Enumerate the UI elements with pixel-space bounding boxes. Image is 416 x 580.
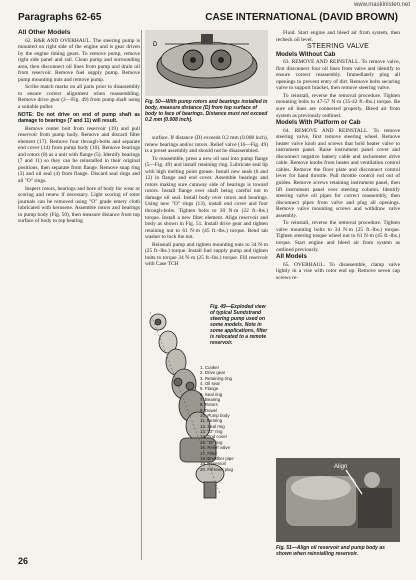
legend-item: 5. Flange <box>200 386 219 392</box>
paragraph-62: 62. R&R AND OVERHAUL. The steering pump is mounted on right side of the engine and is gear driven by the engine timing gears. To remove pump, remove right side panel and rail. Clean pump and surrounding area, then disconnect oil lines from pump and drain oil from reservoir. Remove fuel supply pump. Remove pump mounting nuts and remove pump. <box>18 37 140 83</box>
paragraph-64-b: To reinstall, reverse the removal procedure. Tighten valve mounting bolts to 34 N·m (25 ft.-lbs.) torque. Tighten steering tosque wheel nut to 61 N·m (45 ft.-lbs.) torque. Start engine and bleed air from system as outlined previously. <box>276 220 400 253</box>
watermark-url: www.maskinisten.net <box>353 2 410 8</box>
legend-item: 8. Rotors <box>200 402 218 408</box>
paragraph-63-b: To reinstall, reverse the removal procedure. Tighten mounting bolts to 47-57 N·m (35-42 ft.-lbs.) torque. Be sure oil lines are connected properly. Bleed air from system as previously outlined. <box>276 92 400 119</box>
column-1 <box>18 30 140 226</box>
legend-item: 9. Dowel <box>200 407 218 413</box>
paragraph-col2-c: Reinstall pump and tighten mounting nuts to 34 N·m (25 ft.-lbs.) torque. Install fuel supply pump and tighten bolts to torque 34 N·m (25 ft.-lbs.) torque. Fill reservoir with Case TCH <box>145 241 268 268</box>
legend-item: 20. Fill-level plug <box>200 466 233 472</box>
paragraph-65: 65. OVERHAUL. To disassemble, clamp valve lightly in a vise with rotor end up. Remove seven cap screws re- <box>276 261 400 281</box>
paragraph-col2-b: To reassemble, press a new oil seal into pump flange (5—Fig. 49) and install retaining ring. Lubricate seal lip with high melting point grease. Install new seals (6 and 12) in flange and end cover. Assemble bearings and rotors making sure cutaway side of bearings is toward rotors. Install flange over shaft being careful not to damage oil seal. Install body over rotors and bearings. Using new "O" rings (13), install end cover and four through-bolts. Tighten bolts to 30 N·m (22 ft.-lbs.) torque. Install a new filter element. Align reservoir and body as shown in Fig. 51. Install drive gear and tighten retaining nut to 61 N·m (45 ft.-lbs.) torque. Bend tab washer to lock the nut. <box>145 155 268 241</box>
section-heading-all-other-models: All Other Models <box>18 29 71 36</box>
legend-item: 13. "O" ring <box>200 429 223 435</box>
legend-item: 14. End cover <box>200 434 228 440</box>
paragraph-64: 64. REMOVE AND REINSTALL. To remove steering valve, first remove steering wheel. Remove heater valve knob and screws that hold heater valve to instrument panel. Raise instrument panel cover and disconnect negative battery cable and tachometer drive cable. Remove knobs from heater and ventilation control cables. Remove the floor plate and disconnect control lever for hand throttle. Pull throttle control rod out of guides. Remove screws retaining instrument panel, then lift instrument panel over steering column. Identify steering valve oil pipes for correct reassembly, then disconnect pipes from valve and plug all openings. Remove valve mounting screws and withdraw valve assembly. <box>276 127 400 219</box>
legend-item: 17. Filter <box>200 450 218 456</box>
paragraph-62-b: Scribe match marks on all parts prior to disassembly to ensure correct alignment when reassembling. Remove drive gear (2—Fig. 49) from pump shaft using a suitable puller. <box>18 84 140 111</box>
column-3 <box>276 30 400 282</box>
subheading-models-without-cab: Models Without Cab <box>276 50 336 58</box>
figure-50-caption: Fig. 50—With pump rotors and bearings installed in body, measure distance (D) from top surface of body to face of bearings. Distance must not exceed 0.2 mm (0.008 inch). <box>145 99 268 123</box>
legend-item: 1. Cooker <box>200 365 220 370</box>
paragraph-col3-a: Fluid. Start engine and bleed air from system, then recheck oil level. <box>276 30 400 43</box>
svg-text:D: D <box>153 42 158 48</box>
legend-item: 6. Seal ring <box>200 391 223 397</box>
figure-49-legend <box>200 365 270 472</box>
legend-item: 7. Bearing <box>200 397 221 403</box>
legend-item: 4. Oil seal <box>200 381 220 387</box>
figure-50-illustration <box>145 30 268 96</box>
subheading-all-models: All Models <box>276 253 307 261</box>
note: NOTE: Do not drive on end of pump shaft as damage to bearings (7 and 11) will result. <box>18 111 140 125</box>
legend-item: 2. Drive gear <box>200 370 226 376</box>
paragraph-62-c: Remove center bolt from reservoir (19) and pull reservoir from pump body. Remove and discard filter element (17). Remove four through-bolts and separate end cover (14) from pump body (10). Remove bearings and rotors (8) as a unit with flange (5). Identify bearings (7 and 11) so they can be reinstalled in their original positions, then separate from flange. Remove snap ring (3) and oil seal (4) from flange. Discard seal rings and all "O" rings. <box>18 125 140 185</box>
page-number: 26 <box>18 556 29 566</box>
paragraph-63: 63. REMOVE AND REINSTALL. To remove valve, first disconnect four oil lines from valve and identify to ensure correct reassembly. Immediately plug all openings to prevent entry of dirt. Remove bolts securing valve to support bracket, then remove steering valve. <box>276 59 400 92</box>
column-2 <box>145 135 268 269</box>
page-header-left: Paragraphs 62-65 <box>18 12 102 23</box>
page-header-right: CASE INTERNATIONAL (DAVID BROWN) <box>205 12 398 23</box>
legend-item: 12. Seal ring <box>200 423 225 429</box>
legend-item: 18. Breather pipe <box>200 455 234 461</box>
legend-item: 3. Retaining ring <box>200 375 232 381</box>
paragraph-62-d: Inspect rotors, bearings and bore of body for wear or scoring and renew if necessary. Light scoring of rotor journals can be removed using "O" grade emery cloth lubricated with kerosene. Assemble rotors and bearings in pump body (Fig. 50), then measure distance from top surface of body to top bearing <box>18 185 140 225</box>
section-heading-steering-valve: STEERING VALVE <box>306 43 370 51</box>
subheading-platform-or-cab: Models With Platform or Cab <box>276 119 361 127</box>
figure-51-align-label: Align <box>334 464 348 470</box>
figure-51-caption: Fig. 51—Align oil reservoir and pump body as shown when reinstalling reservoir. <box>276 545 385 557</box>
figure-49-caption: Fig. 49—Exploded view of typical Sundstrand steering pump used on some models. Note in some applications, filter is relocated to a remote reservoir. <box>210 304 268 346</box>
legend-item: 15. "O" ring <box>200 439 223 445</box>
paragraph-col2-a: surface. If distance (D) exceeds 0.2 mm (0.008 inch), renew bearings and/or rotors. Relief valve (16—Fig. 49) is a preset assembly and should not be disassembled. <box>145 135 268 155</box>
legend-item: 10. Pump body <box>200 413 230 419</box>
legend-item: 11. Bearing <box>200 418 223 424</box>
legend-item: 16. Relief valve <box>200 445 231 451</box>
figure-51-photo <box>276 458 400 542</box>
legend-item: 19. Reservoir <box>200 461 227 467</box>
